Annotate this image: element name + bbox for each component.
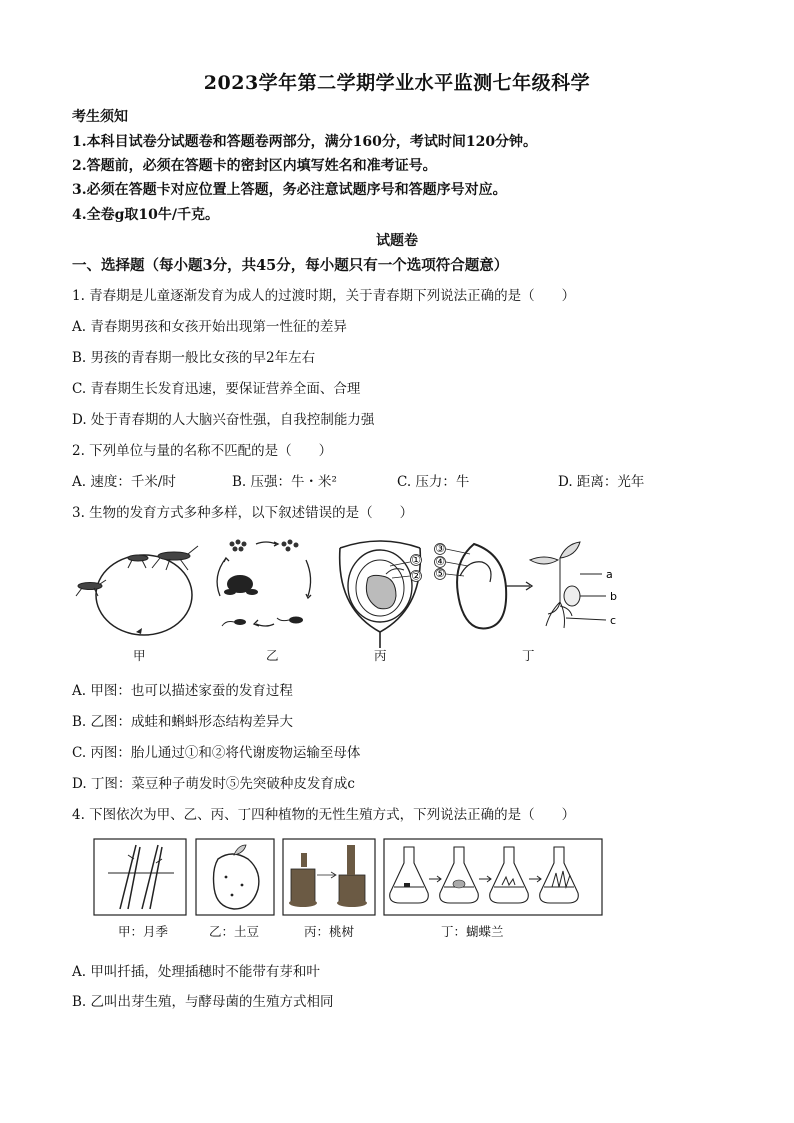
notice-heading: 考生须知 [72, 109, 128, 125]
figure-rose-cutting [94, 839, 186, 915]
figure-potato [196, 839, 274, 915]
question-2-option-d: D. 距离：光年 [558, 474, 645, 490]
figure-grasshopper-cycle [72, 540, 202, 640]
question-1-stem: 1. 青春期是儿童逐渐发育为成人的过渡时期，关于青春期下列说法正确的是（ ） [72, 288, 576, 304]
notice-item-3: 3.必须在答题卡对应位置上答题，务必注意试题序号和答题序号对应。 [72, 182, 507, 198]
question-4-option-a: A. 甲叫扦插，处理插穗时不能带有芽和叶 [72, 964, 320, 980]
figure-caption-orchid: 丁：蝴蝶兰 [441, 924, 504, 939]
question-4-stem: 4. 下图依次为甲、乙、丙、丁四种植物的无性生殖方式，下列说法正确的是（ ） [72, 807, 576, 823]
figure-fetus-uterus [330, 538, 440, 648]
notice-item-1: 1.本科目试卷分试题卷和答题卷两部分，满分160分，考试时间120分钟。 [72, 134, 538, 150]
figure-frog-cycle [210, 536, 320, 636]
figure-orchid-tissue-culture [384, 839, 602, 915]
question-3-option-b: B. 乙图：成蛙和蝌蚪形态结构差异大 [72, 714, 294, 730]
figure-caption-bing: 丙 [374, 648, 387, 663]
notice-item-4: 4.全卷g取10牛/千克。 [72, 207, 219, 223]
figure-mark-3: ③ [435, 542, 445, 555]
figure-caption-peach: 丙：桃树 [304, 924, 355, 939]
figure-bean-germination [430, 540, 620, 640]
figure-mark-2: ② [411, 569, 421, 583]
question-1-option-d: D. 处于青春期的人大脑兴奋性强，自我控制能力强 [72, 412, 375, 428]
question-3-option-d: D. 丁图：菜豆种子萌发时⑤先突破种皮发育成c [72, 776, 355, 792]
figure-mark-4: ④ [435, 555, 445, 568]
question-1-option-c: C. 青春期生长发育迅速，要保证营养全面、合理 [72, 381, 361, 397]
question-2-option-a: A. 速度：千米/时 [72, 474, 176, 490]
figure-caption-yi: 乙 [266, 648, 279, 663]
figure-mark-b: b [610, 590, 617, 603]
question-1-option-b: B. 男孩的青春期一般比女孩的早2年左右 [72, 350, 316, 366]
question-1-option-a: A. 青春期男孩和女孩开始出现第一性征的差异 [72, 319, 347, 335]
question-3-option-c: C. 丙图：胎儿通过①和②将代谢废物运输至母体 [72, 745, 361, 761]
figure-caption-ding: 丁 [522, 648, 535, 663]
question-2-option-c: C. 压力：牛 [397, 474, 470, 490]
question-2-stem: 2. 下列单位与量的名称不匹配的是（ ） [72, 443, 333, 459]
figure-caption-jia: 甲 [133, 648, 146, 663]
question-4-option-b: B. 乙叫出芽生殖，与酵母菌的生殖方式相同 [72, 994, 334, 1010]
paper-label: 试题卷 [376, 233, 418, 249]
figure-peach-grafting [283, 839, 375, 915]
page-title: 2023学年第二学期学业水平监测七年级科学 [203, 72, 591, 94]
notice-item-2: 2.答题前，必须在答题卡的密封区内填写姓名和准考证号。 [72, 158, 437, 174]
section-heading: 一、选择题（每小题3分，共45分，每小题只有一个选项符合题意） [72, 257, 509, 274]
figure-mark-1: ① [411, 553, 421, 567]
figure-mark-5: ⑤ [435, 567, 445, 580]
question-3-option-a: A. 甲图：也可以描述家蚕的发育过程 [72, 683, 293, 699]
figure-caption-potato: 乙：土豆 [209, 924, 260, 939]
figure-mark-a: a [606, 568, 613, 581]
question-3-stem: 3. 生物的发育方式多种多样，以下叙述错误的是（ ） [72, 505, 414, 521]
question-2-option-b: B. 压强：牛・米² [232, 474, 337, 490]
figure-mark-c: c [610, 614, 617, 627]
figure-caption-rose: 甲：月季 [118, 924, 169, 939]
